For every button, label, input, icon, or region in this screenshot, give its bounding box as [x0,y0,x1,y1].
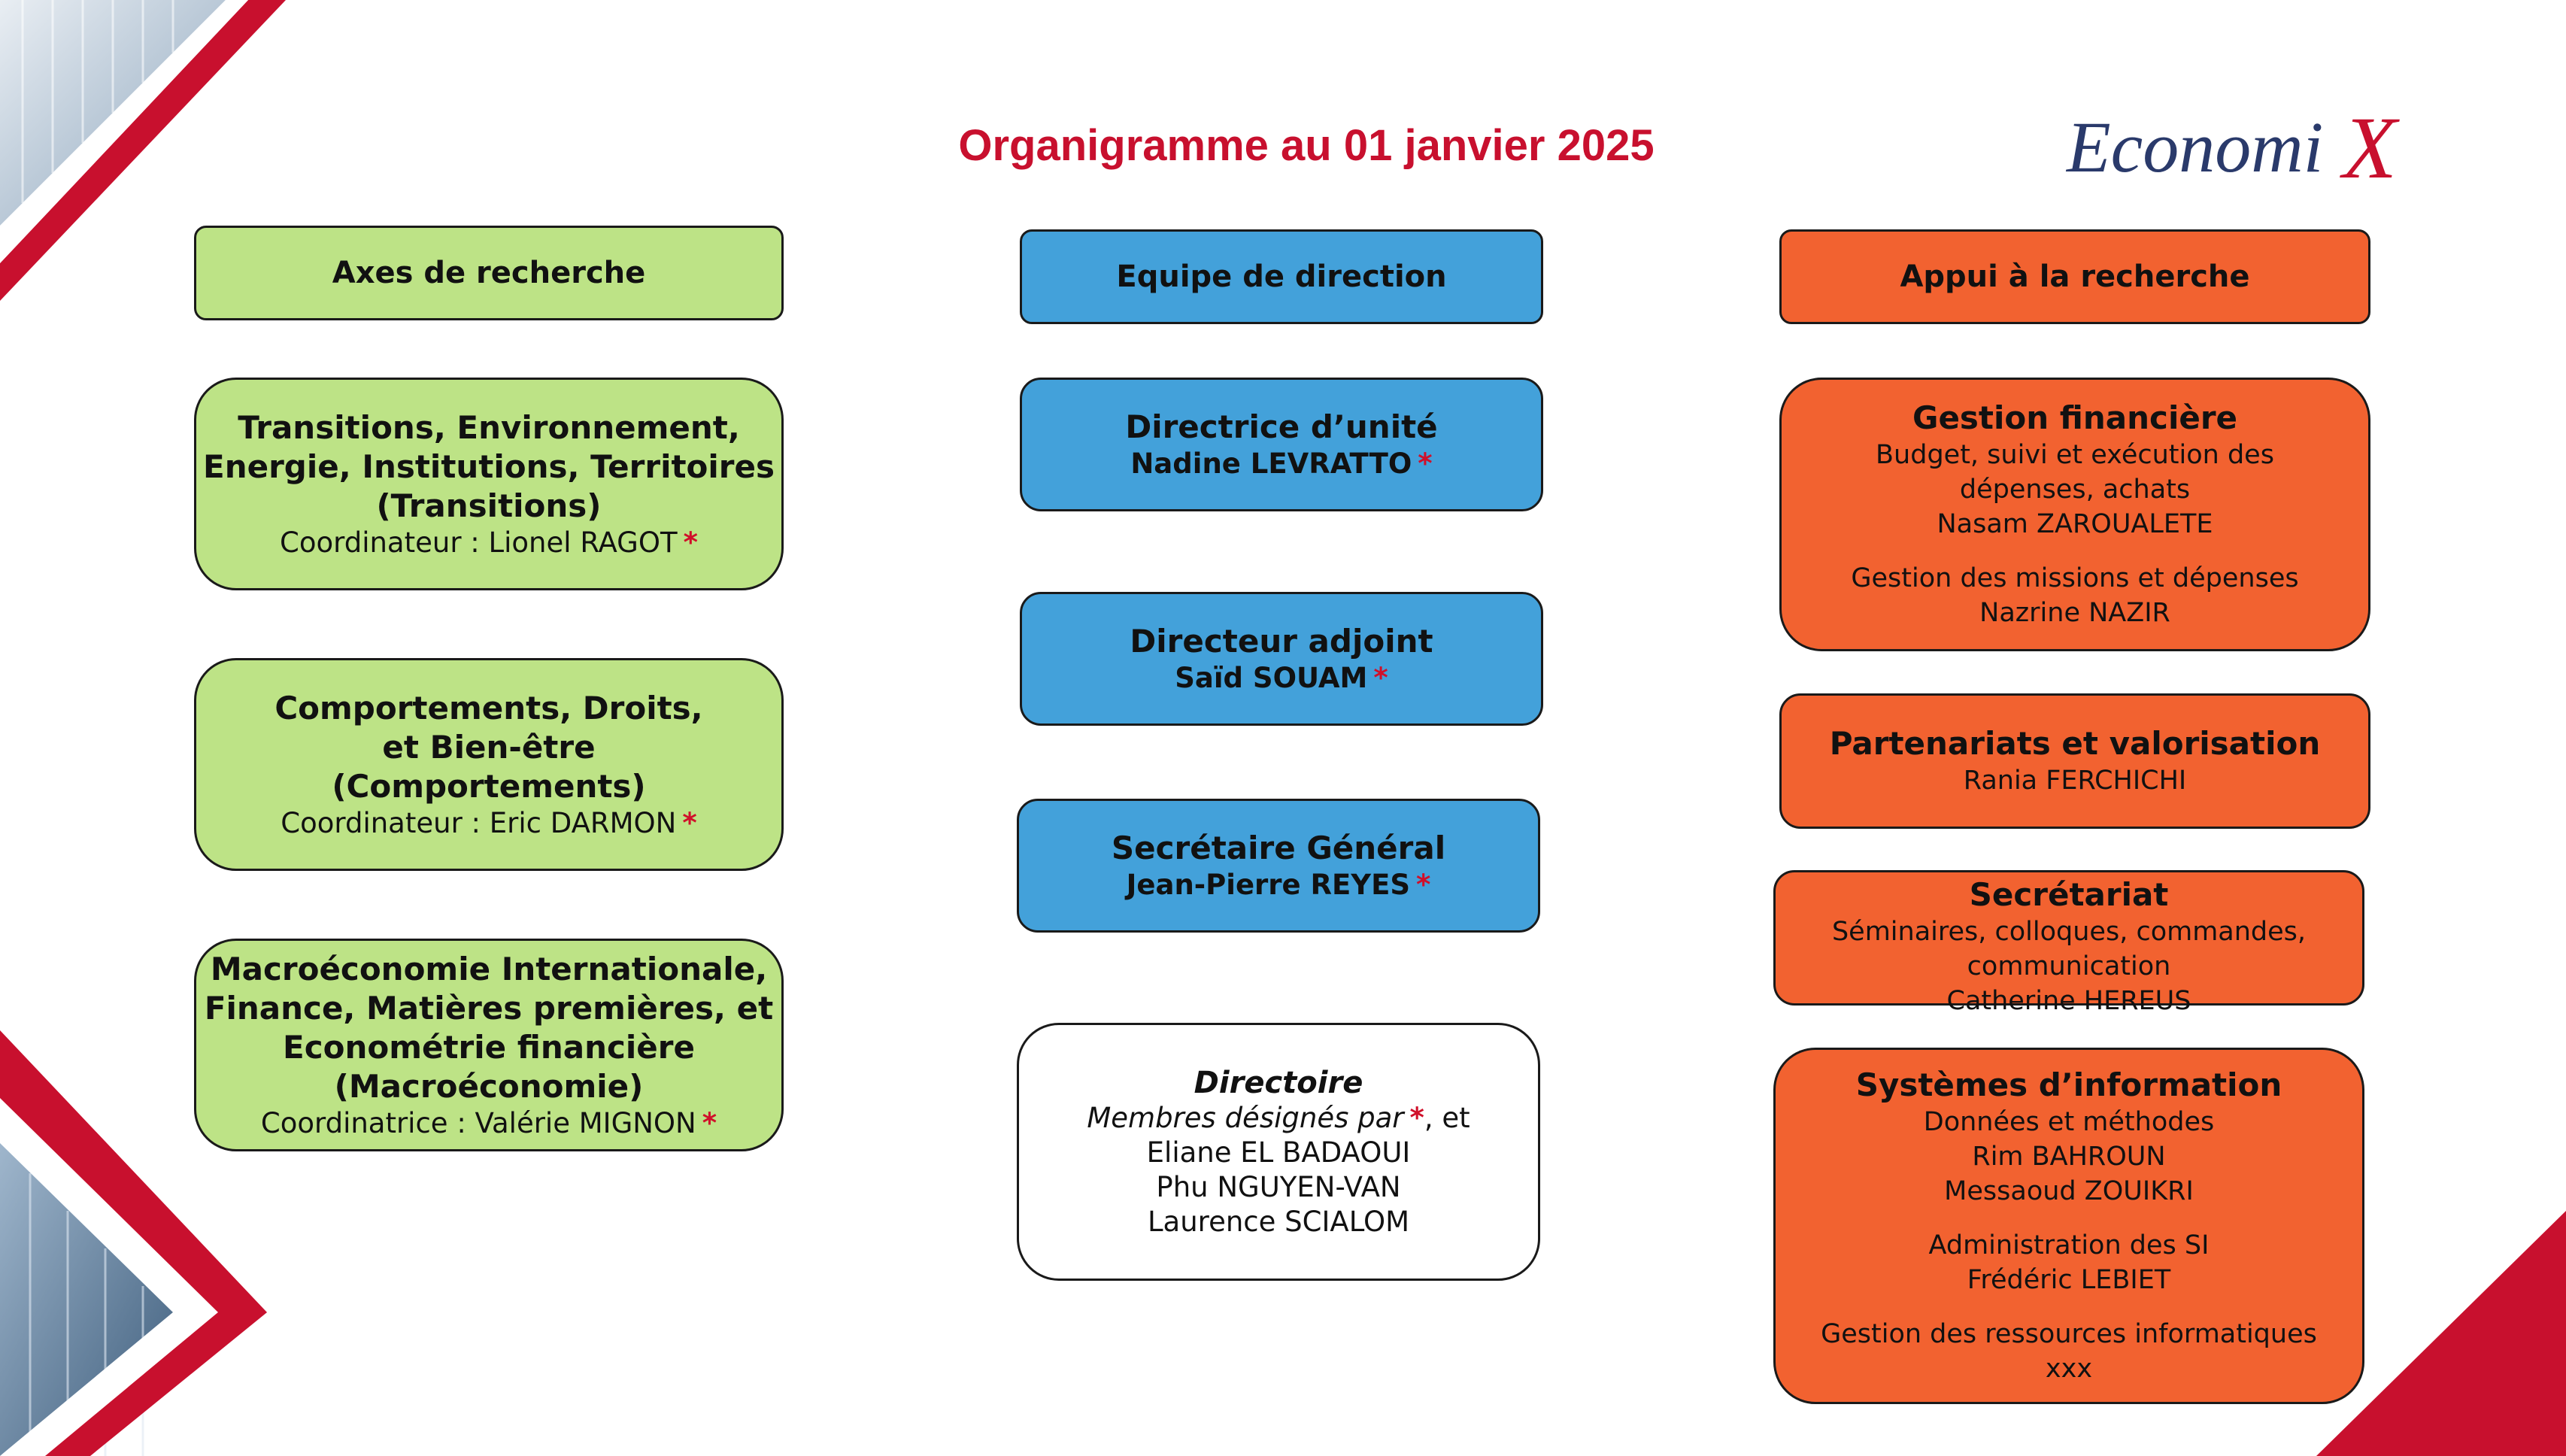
axis-comportements [194,658,784,871]
axes-header [194,226,784,320]
secretariat [1773,870,2364,1016]
directoire-member: Phu NGUYEN-VAN [1156,1170,1401,1203]
service-title: Secrétariat [1969,876,2169,913]
axis-transitions [194,378,784,590]
direction-header [1020,229,1543,324]
axis-title-line: (Macroéconomie) [334,1067,644,1105]
axis-title-line: Comportements, Droits, [274,689,703,726]
axis-title-line: Energie, Institutions, Territoires [203,447,775,485]
partenariats-valorisation [1779,693,2370,829]
service-person: Rim BAHROUN [1972,1142,2166,1172]
appui-header [1779,229,2370,324]
service-desc: Séminaires, colloques, commandes, [1831,917,2307,947]
axis-title-line: Transitions, Environnement, [238,408,740,446]
service-desc: communication [1967,951,2171,981]
axis-coordinator: Coordinateur : Lionel RAGOT * [280,526,698,559]
role-person: Jean-Pierre REYES * [1126,869,1431,901]
service-desc: Données et méthodes [1923,1107,2215,1137]
service-desc: dépenses, achats [1959,475,2191,505]
axis-title-line: Macroéconomie Internationale, [210,950,768,987]
service-title: Gestion financière [1912,399,2238,436]
axis-title-line: Econométrie financière [283,1028,695,1066]
axis-title-line: (Comportements) [332,767,646,805]
role-title: Secrétaire Général [1111,830,1446,866]
service-subtitle: Gestion des missions et dépenses [1851,563,2299,593]
directoire [1017,1023,1540,1281]
systemes-information [1773,1048,2364,1404]
service-title: Partenariats et valorisation [1829,725,2321,762]
service-subtitle: Gestion des ressources informatiques [1821,1319,2317,1349]
role-secretaire-general [1017,799,1540,933]
axis-coordinator: Coordinateur : Eric DARMON * [281,806,697,839]
service-person: Nasam ZAROUALETE [1937,509,2213,539]
axis-title-line: (Transitions) [376,487,602,524]
directoire-title: Directoire [1194,1065,1363,1100]
service-desc: Budget, suivi et exécution des [1876,440,2274,470]
axes-header-label: Axes de recherche [332,256,646,290]
service-person: Catherine HEREUS [1946,986,2191,1016]
page-title: Organigramme au 01 janvier 2025 [958,121,1655,170]
role-directeur-adjoint [1020,592,1543,726]
axis-macroeconomie [194,939,784,1151]
economix-logo [2061,105,2429,188]
role-title: Directrice d’unité [1125,408,1438,445]
gestion-financiere [1779,378,2370,651]
directoire-members: Membres désignés par *, et [1087,1101,1470,1134]
logo-x: X [2343,105,2398,188]
service-person: Nazrine NAZIR [1979,598,2170,628]
service-person: Messaoud ZOUIKRI [1944,1176,2194,1206]
service-person: xxx [2045,1354,2093,1384]
directoire-member: Eliane EL BADAOUI [1146,1136,1411,1169]
service-person: Frédéric LEBIET [1967,1265,2171,1295]
role-person: Nadine LEVRATTO * [1130,447,1433,480]
role-title: Directeur adjoint [1130,623,1433,660]
direction-header-label: Equipe de direction [1116,259,1447,294]
logo-text: Economi [2067,107,2324,187]
service-person: Rania FERCHICHI [1963,766,2187,796]
service-subtitle: Administration des SI [1928,1230,2210,1260]
role-directrice [1020,378,1543,511]
role-person: Saïd SOUAM * [1175,662,1388,694]
axis-title-line: Finance, Matières premières, et [204,989,774,1027]
axis-title-line: et Bien-être [382,728,596,766]
service-title: Systèmes d’information [1855,1066,2282,1103]
appui-header-label: Appui à la recherche [1900,259,2250,294]
directoire-member: Laurence SCIALOM [1147,1205,1410,1238]
axis-coordinator: Coordinatrice : Valérie MIGNON * [260,1106,717,1139]
